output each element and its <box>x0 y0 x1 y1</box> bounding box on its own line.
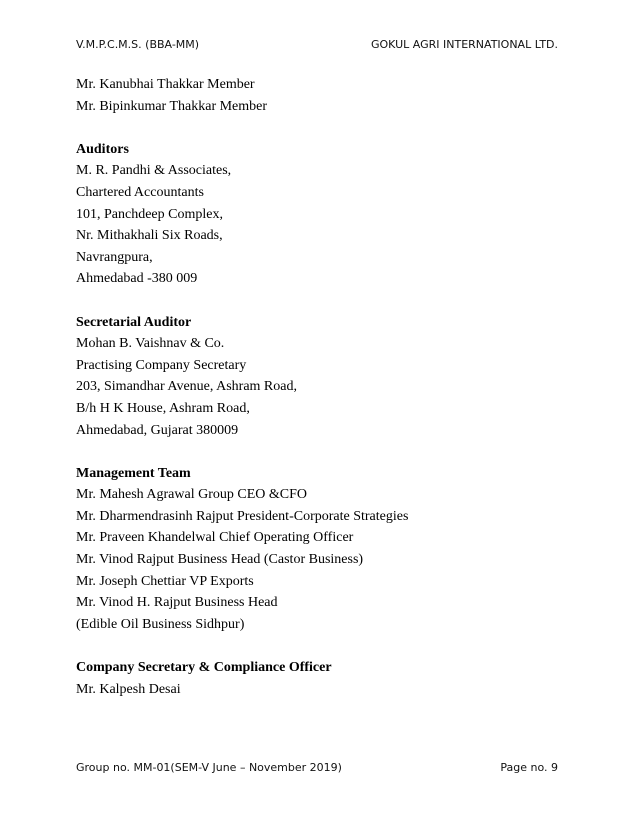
secretarial-auditor-section <box>76 312 578 442</box>
auditors-line: Chartered Accountants <box>76 184 204 200</box>
management-team-line: Mr. Dharmendrasinh Rajput President-Corporate Strategies <box>76 508 409 524</box>
section-spacer <box>76 441 578 463</box>
auditors-line: 101, Panchdeep Complex, <box>76 206 223 222</box>
member-line: Mr. Bipinkumar Thakkar Member <box>76 98 268 114</box>
auditors-line: Nr. Mithakhali Six Roads, <box>76 228 223 244</box>
secretarial-auditor-line: Mohan B. Vaishnav & Co. <box>76 336 225 352</box>
section-spacer <box>76 290 578 312</box>
auditors-heading: Auditors <box>76 141 129 157</box>
secretarial-auditor-line: Practising Company Secretary <box>76 357 247 373</box>
member-line: Mr. Kanubhai Thakkar Member <box>76 77 255 92</box>
management-team-line: Mr. Joseph Chettiar VP Exports <box>76 573 254 589</box>
page-content <box>76 74 578 700</box>
header-company-name: GOKUL AGRI INTERNATIONAL LTD. <box>371 38 558 51</box>
section-spacer <box>76 117 578 139</box>
management-team-line: Mr. Praveen Khandelwal Chief Operating Officer <box>76 530 354 546</box>
management-team-line: Mr. Vinod Rajput Business Head (Castor Business) <box>76 552 364 568</box>
secretarial-auditor-line: Ahmedabad, Gujarat 380009 <box>76 422 239 438</box>
section-spacer <box>76 635 578 657</box>
management-team-line: Mr. Vinod H. Rajput Business Head <box>76 595 278 611</box>
management-team-line: (Edible Oil Business Sidhpur) <box>76 616 245 632</box>
company-secretary-section <box>76 657 578 700</box>
auditors-line: Ahmedabad -380 009 <box>76 271 198 287</box>
company-secretary-heading: Company Secretary & Compliance Officer <box>76 660 332 676</box>
auditors-line: Navrangpura, <box>76 249 153 265</box>
members-section <box>76 74 578 117</box>
page-footer <box>76 761 558 774</box>
secretarial-auditor-heading: Secretarial Auditor <box>76 314 192 330</box>
management-team-section <box>76 463 578 636</box>
footer-group-info: Group no. MM-01(SEM-V June – November 2019) <box>76 761 342 774</box>
footer-page-number: Page no. 9 <box>500 761 558 774</box>
secretarial-auditor-line: B/h H K House, Ashram Road, <box>76 400 250 416</box>
page-header <box>76 38 558 51</box>
auditors-section <box>76 139 578 290</box>
management-team-heading: Management Team <box>76 465 191 481</box>
management-team-line: Mr. Mahesh Agrawal Group CEO &CFO <box>76 487 307 503</box>
header-course-code: V.M.P.C.M.S. (BBA-MM) <box>76 38 200 51</box>
secretarial-auditor-line: 203, Simandhar Avenue, Ashram Road, <box>76 379 297 395</box>
company-secretary-line: Mr. Kalpesh Desai <box>76 681 181 697</box>
auditors-line: M. R. Pandhi & Associates, <box>76 163 232 179</box>
